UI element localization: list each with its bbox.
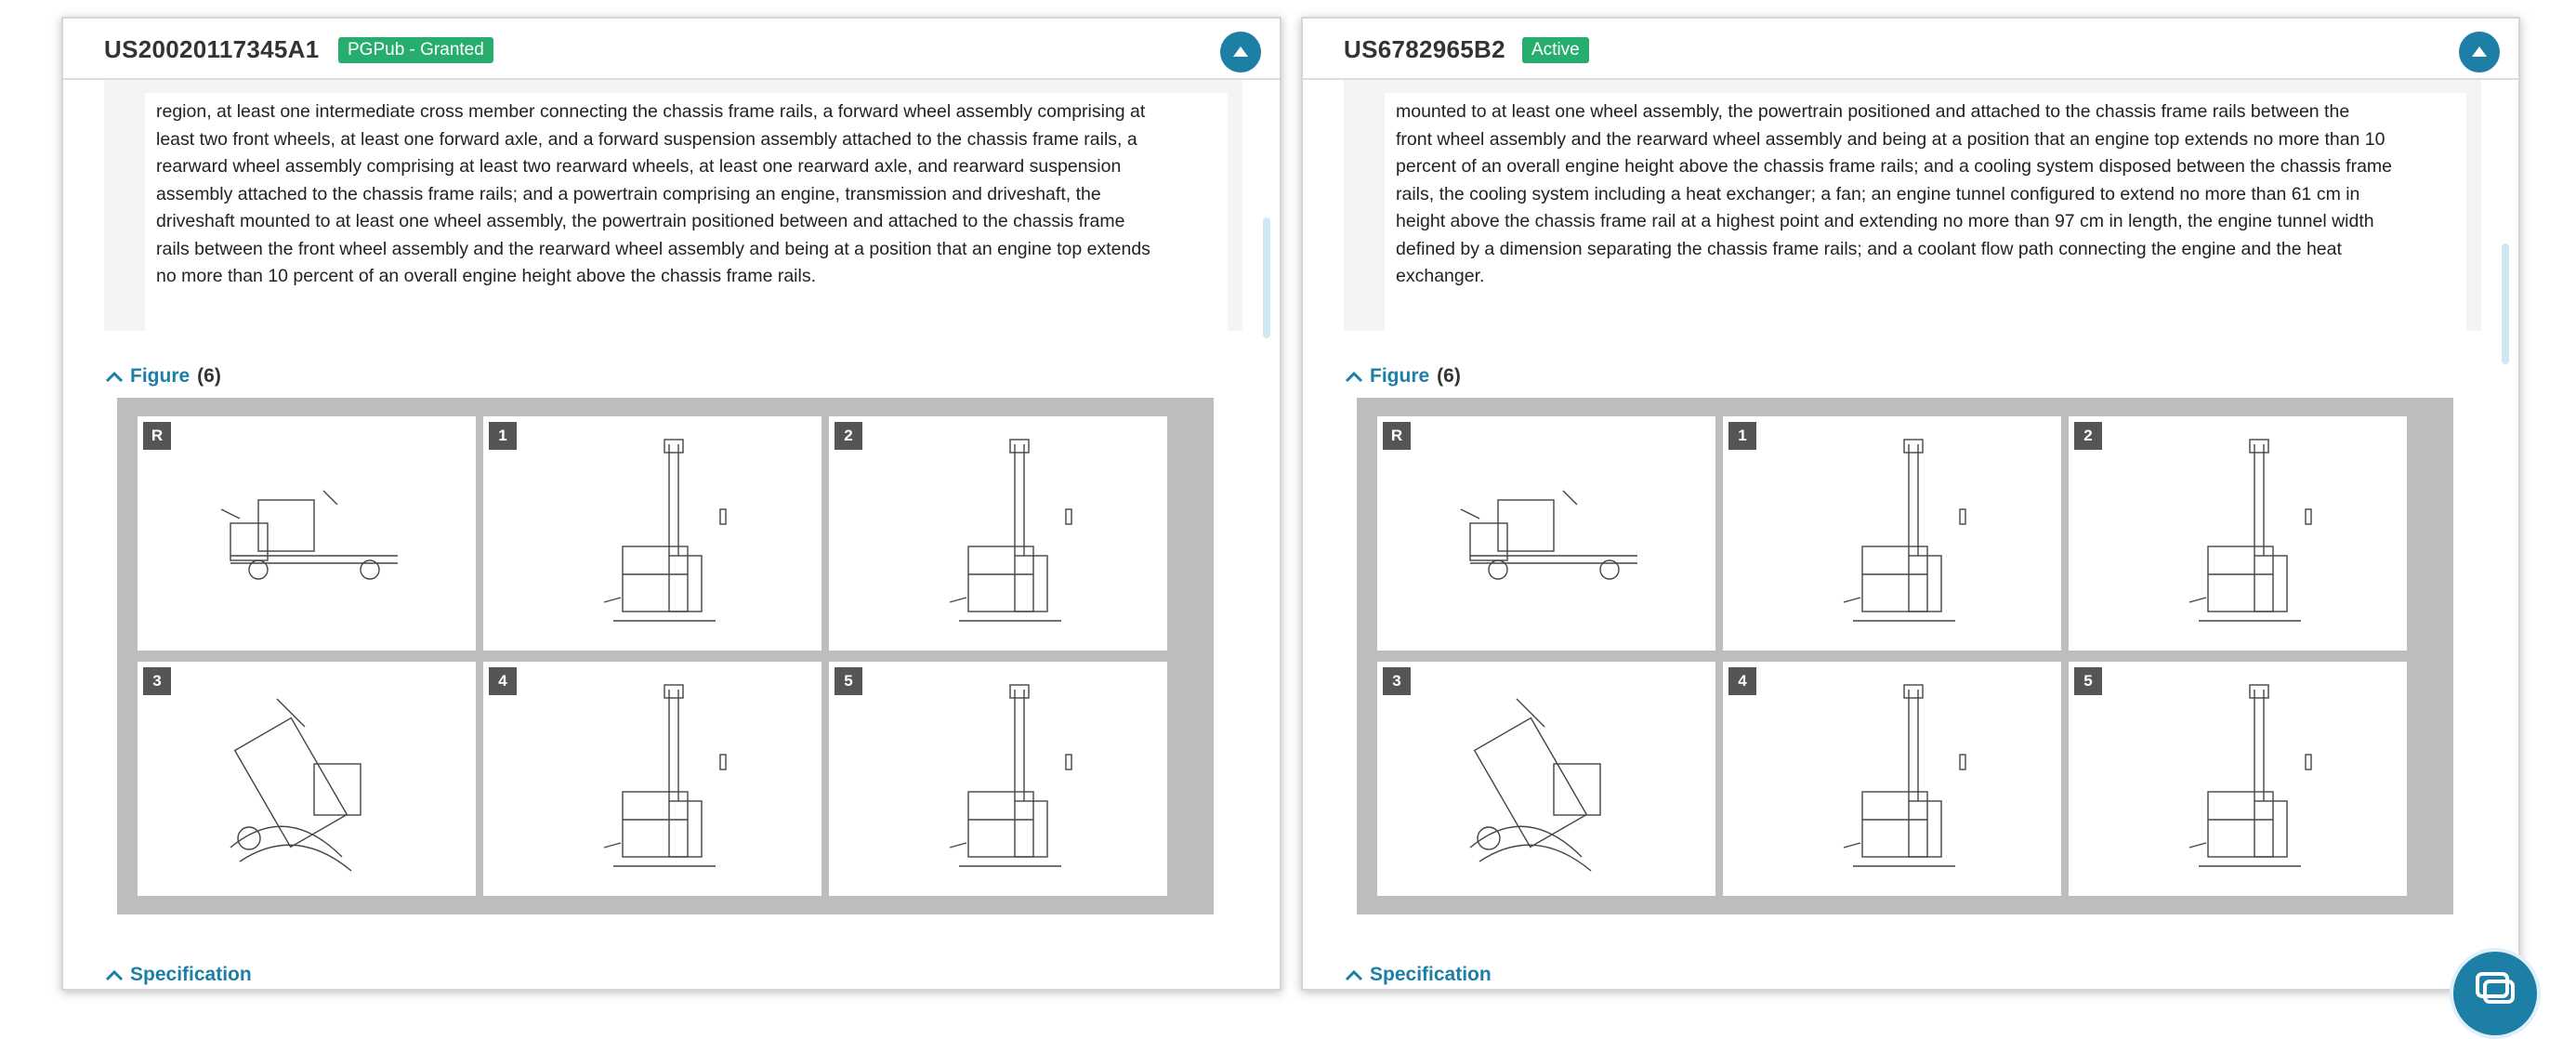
- figure-number-label: 3: [1383, 667, 1411, 695]
- claim-line: least two front wheels, at least one forward axle, and a forward suspension assembly attached to the chassis frame rails, a: [156, 128, 1137, 150]
- claim-line: height above the chassis frame rail at a highest point and extending no more than 97 cm in length, the engine tunnel width: [1396, 211, 2374, 231]
- claim-line: driveshaft mounted to at least one wheel assembly, the powertrain positioned between and attached to the chassis frame: [156, 211, 1125, 231]
- figure-thumbnail[interactable]: [2069, 416, 2407, 651]
- patent-drawing: [2069, 416, 2407, 651]
- scrollbar-thumb[interactable]: [2502, 243, 2509, 364]
- figure-grid: [117, 398, 1214, 914]
- collapse-button[interactable]: [1220, 32, 1261, 72]
- chevron-up-icon: [1344, 968, 1364, 981]
- patent-id: US20020117345A1: [104, 35, 320, 63]
- figure-grid: [1357, 398, 2453, 914]
- claim-line: rails between the front wheel assembly and the rearward wheel assembly and being at a position that an engine top extends: [156, 238, 1150, 259]
- figure-number-label: 5: [835, 667, 862, 695]
- figure-number-label: R: [1383, 422, 1411, 450]
- figure-count: (6): [1437, 365, 1461, 387]
- patent-drawing: [829, 416, 1167, 651]
- patent-drawing: [483, 662, 821, 896]
- patent-drawing: [1723, 416, 2061, 651]
- scrollbar-thumb[interactable]: [1263, 217, 1270, 338]
- figure-count: (6): [197, 365, 221, 387]
- figure-thumbnail[interactable]: [829, 416, 1167, 651]
- figure-thumbnail[interactable]: [1377, 416, 1715, 651]
- figure-section-label: Figure: [1370, 365, 1430, 387]
- figure-thumbnail[interactable]: [1723, 662, 2061, 896]
- figure-thumbnail[interactable]: [829, 662, 1167, 896]
- figure-number-label: 1: [489, 422, 517, 450]
- claim-line: defined by a dimension separating the chassis frame rails; and a coolant flow path connecting the engine and the heat: [1396, 238, 2342, 259]
- patent-panel-left: [61, 17, 1281, 991]
- claim-line: rails, the cooling system including a heat exchanger; a fan; an engine tunnel configured to extend no more than 61 cm in: [1396, 183, 2360, 204]
- figure-number-label: 2: [2074, 422, 2102, 450]
- chevron-up-icon: [2470, 43, 2489, 61]
- chat-bubble-icon: [2474, 968, 2517, 1011]
- collapse-button[interactable]: [2459, 32, 2500, 72]
- figure-section-toggle[interactable]: [1344, 362, 1461, 390]
- figure-thumbnail[interactable]: [2069, 662, 2407, 896]
- claim-line: no more than 10 percent of an overall engine height above the chassis frame rails.: [156, 266, 817, 286]
- figure-section-toggle[interactable]: [104, 362, 221, 390]
- claim-text: [1385, 93, 2466, 331]
- claim-line: percent of an overall engine height above the chassis frame rails; and a cooling system disposed between the chassis frame: [1396, 156, 2393, 177]
- figure-number-label: 4: [489, 667, 517, 695]
- status-badge: PGPub - Granted: [338, 37, 493, 63]
- figure-number-label: 2: [835, 422, 862, 450]
- patent-id: US6782965B2: [1344, 35, 1505, 63]
- chevron-up-icon: [1344, 370, 1364, 383]
- status-badge: Active: [1522, 37, 1589, 63]
- patent-drawing: [1377, 416, 1715, 651]
- chevron-up-icon: [104, 968, 125, 981]
- figure-number-label: 3: [143, 667, 171, 695]
- patent-drawing: [138, 416, 476, 651]
- chevron-up-icon: [1231, 43, 1250, 61]
- specification-section-toggle[interactable]: [104, 961, 252, 989]
- claim-line: region, at least one intermediate cross member connecting the chassis frame rails, a forward wheel assembly comprising at: [156, 101, 1146, 122]
- figure-thumbnail[interactable]: [138, 416, 476, 651]
- claim-text-box: [1344, 78, 2481, 331]
- patent-drawing: [1723, 662, 2061, 896]
- figure-thumbnail[interactable]: [483, 416, 821, 651]
- claim-line: mounted to at least one wheel assembly, the powertrain positioned and attached to the chassis frame rails between the: [1396, 101, 2350, 122]
- claim-line: rearward wheel assembly comprising at least two rearward wheels, at least one rearward axle, and rearward suspension: [156, 156, 1122, 177]
- claim-line: assembly attached to the chassis frame rails; and a powertrain comprising an engine, transmission and driveshaft, the: [156, 183, 1101, 204]
- claim-line: front wheel assembly and the rearward wheel assembly and being at a position that an engine top extends no more than 10: [1396, 128, 2385, 150]
- patent-drawing: [138, 662, 476, 896]
- figure-section-label: Figure: [130, 365, 191, 387]
- chevron-up-icon: [104, 370, 125, 383]
- figure-thumbnail[interactable]: [1377, 662, 1715, 896]
- specification-section-toggle[interactable]: [1344, 961, 1492, 989]
- patent-drawing: [1377, 662, 1715, 896]
- patent-drawing: [2069, 662, 2407, 896]
- figure-number-label: 5: [2074, 667, 2102, 695]
- claim-text-box: [104, 78, 1242, 331]
- claim-text: [145, 93, 1228, 331]
- figure-number-label: 4: [1728, 667, 1756, 695]
- patent-panel-right: [1301, 17, 2520, 991]
- patent-drawing: [829, 662, 1167, 896]
- specification-section-label: Specification: [130, 964, 252, 985]
- specification-section-label: Specification: [1370, 964, 1492, 985]
- figure-number-label: R: [143, 422, 171, 450]
- panel-header: [1303, 19, 2518, 80]
- panel-header: [63, 19, 1280, 80]
- figure-thumbnail[interactable]: [1723, 416, 2061, 651]
- figure-thumbnail[interactable]: [483, 662, 821, 896]
- figure-number-label: 1: [1728, 422, 1756, 450]
- figure-thumbnail[interactable]: [138, 662, 476, 896]
- chat-button[interactable]: [2450, 948, 2541, 1039]
- patent-drawing: [483, 416, 821, 651]
- claim-line: exchanger.: [1396, 266, 1485, 286]
